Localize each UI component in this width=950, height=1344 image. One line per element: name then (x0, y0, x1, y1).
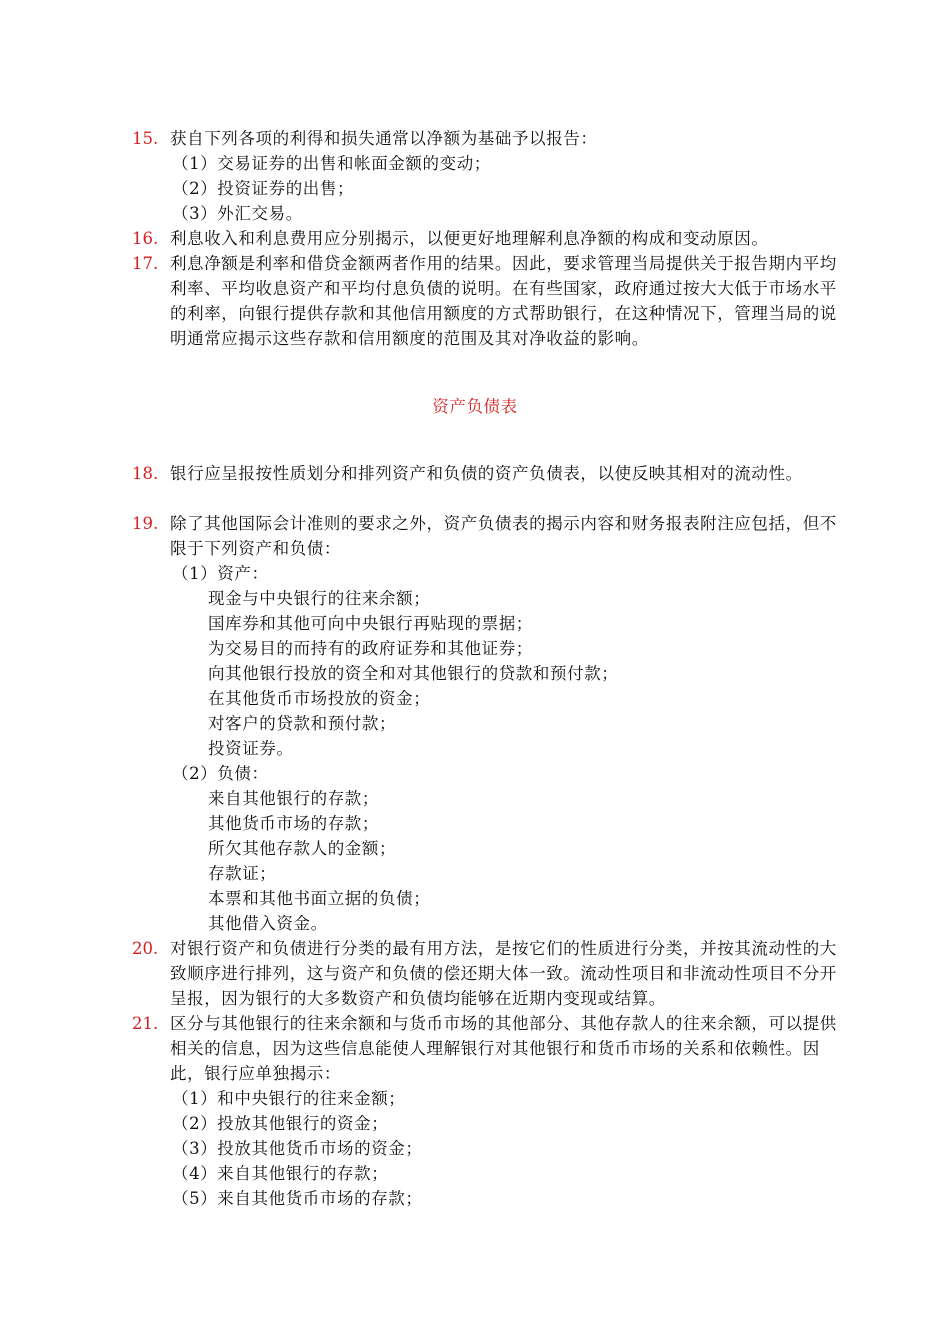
paragraph-text: 区分与其他银行的往来余额和与货币市场的其他部分、其他存款人的往来余额，可以提供相关的信息，因为这些信息能使人理解银行对其他银行和货币市场的关系和依赖性。因此，银行应单独揭示： (170, 1014, 837, 1083)
assets-label: （1）资产： (172, 564, 269, 583)
sub-item: （1）和中央银行的往来金额； (172, 1089, 406, 1108)
liability-item: 本票和其他书面立据的负债； (208, 889, 431, 908)
sub-item: （3）外汇交易。 (172, 204, 303, 223)
paragraph-17 (132, 251, 842, 351)
paragraph-21 (132, 1011, 842, 1086)
paragraph-15 (132, 126, 842, 151)
paragraph-16 (132, 226, 842, 251)
liability-item: 其他货币市场的存款； (208, 814, 379, 833)
asset-item: 向其他银行投放的资全和对其他银行的贷款和预付款； (208, 664, 619, 683)
paragraph-number: 19. (132, 514, 159, 533)
asset-item: 为交易目的而持有的政府证券和其他证券； (208, 639, 533, 658)
paragraph-text: 除了其他国际会计准则的要求之外，资产负债表的揭示内容和财务报表附注应包括，但不限于下列资产和负债： (170, 514, 837, 558)
paragraph-20 (132, 936, 842, 1011)
section-heading: 资产负债表 (432, 397, 518, 416)
paragraph-text: 银行应呈报按性质划分和排列资产和负债的资产负债表，以使反映其相对的流动性。 (170, 464, 803, 483)
sub-item: （5）来自其他货币市场的存款； (172, 1189, 423, 1208)
paragraph-number: 16. (132, 229, 159, 248)
paragraph-number: 18. (132, 464, 159, 483)
liabilities-label: （2）负债： (172, 764, 269, 783)
paragraph-number: 15. (132, 129, 159, 148)
sub-item: （3）投放其他货币市场的资金； (172, 1139, 423, 1158)
paragraph-text: 利息净额是利率和借贷金额两者作用的结果。因此，要求管理当局提供关于报告期内平均利率、平均收息资产和平均付息负债的说明。在有些国家，政府通过按大大低于市场水平的利率，向银行提供存款和其他信用额度的方式帮助银行，在这种情况下，管理当局的说明通常应揭示这些存款和信用额度的范围及其对净收益的影响。 (170, 254, 837, 348)
asset-item: 国库券和其他可向中央银行再贴现的票据； (208, 614, 533, 633)
asset-item: 投资证券。 (208, 739, 294, 758)
paragraph-18 (132, 461, 842, 486)
liability-item: 其他借入资金。 (208, 914, 328, 933)
liability-item: 存款证； (208, 864, 277, 883)
paragraph-text: 利息收入和利息费用应分别揭示，以便更好地理解利息净额的构成和变动原因。 (170, 229, 769, 248)
paragraph-text: 对银行资产和负债进行分类的最有用方法，是按它们的性质进行分类，并按其流动性的大致顺序进行排列，这与资产和负债的偿还期大体一致。流动性项目和非流动性项目不分开呈报，因为银行的大多数资产和负债均能够在近期内变现或结算。 (170, 939, 837, 1008)
asset-item: 现金与中央银行的往来余额； (208, 589, 431, 608)
liability-item: 所欠其他存款人的金额； (208, 839, 397, 858)
asset-item: 在其他货币市场投放的资金； (208, 689, 431, 708)
sub-item: （2）投放其他银行的资金； (172, 1114, 389, 1133)
paragraph-number: 17. (132, 254, 159, 273)
sub-item: （4）来自其他银行的存款； (172, 1164, 389, 1183)
asset-item: 对客户的贷款和预付款； (208, 714, 397, 733)
paragraph-number: 20. (132, 939, 159, 958)
paragraph-number: 21. (132, 1014, 159, 1033)
liability-item: 来自其他银行的存款； (208, 789, 379, 808)
sub-item: （2）投资证券的出售； (172, 179, 355, 198)
paragraph-text: 获自下列各项的利得和损失通常以净额为基础予以报告： (170, 129, 598, 148)
sub-item: （1）交易证券的出售和帐面金额的变动； (172, 154, 491, 173)
paragraph-19 (132, 511, 842, 561)
